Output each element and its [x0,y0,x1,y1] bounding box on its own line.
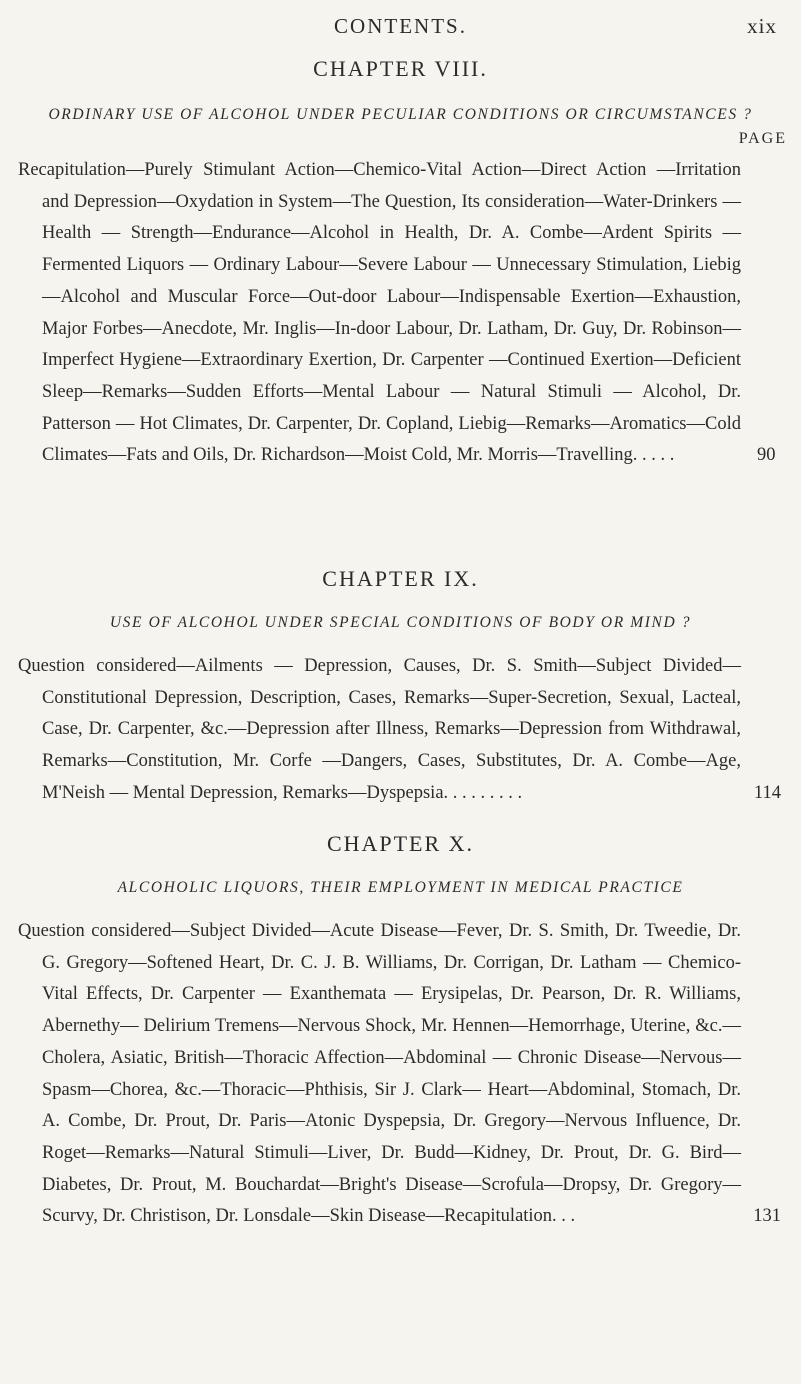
chapter-ix [0,565,801,810]
chapter-subtitle: ORDINARY USE OF ALCOHOL UNDER PECULIAR CONDITIONS OR CIRCUMSTANCES ? [48,106,753,123]
chapter-page-number: 90 [773,440,781,472]
chapter-title: CHAPTER IX. [322,566,479,591]
chapter-subtitle: USE OF ALCOHOL UNDER SPECIAL CONDITIONS OF BODY OR MIND ? [109,614,692,631]
running-head-title: CONTENTS. [334,14,467,38]
chapter-entry [18,155,781,472]
chapter-page-number: 114 [770,778,781,810]
chapter-x [0,830,801,1233]
running-head-page-number: xix [747,14,777,38]
chapter-viii [0,55,801,472]
running-head [0,0,801,48]
chapter-contents-text: Recapitulation—Purely Stimulant Action—Chemico-Vital Action—Direct Action —Irritation and Depression—Oxydation in System—The Question, Its consideration—Water-Drinkers — Health — Strength—Endurance—Alcohol in Health, Dr. A. Combe—Ardent Spirits — Fermented Liquors — Ordinary Labour—Severe Labour — Unnecessary Stimulation, Liebig—Alcohol and Muscular Force—Out-door Labour—Indispensable Exertion—Exhaustion, Major Forbes—Anecdote, Mr. Inglis—In-door Labour, Dr. Latham, Dr. Guy, Dr. Robinson—Imperfect Hygiene—Extraordinary Exertion, Dr. Carpenter —Continued Exertion—Deficient Sleep—Remarks—Sudden Efforts—Mental Labour — Natural Stimuli — Alcohol, Dr. Patterson — Hot Climates, Dr. Carpenter, Dr. Copland, Liebig—Remarks—Aromatics—Cold Climates—Fats and Oils, Dr. Richardson—Moist Cold, Mr. Morris—Travelling. . . . . [18,160,741,466]
chapter-contents-text: Question considered—Subject Divided—Acute Disease—Fever, Dr. S. Smith, Dr. Tweedie, Dr. G. Gregory—Softened Heart, Dr. C. J. B. Williams, Dr. Corrigan, Dr. Latham — Chemico-Vital Effects, Dr. Carpenter — Exanthemata — Erysipelas, Dr. Pearson, Dr. R. Williams, Abernethy— Delirium Tremens—Nervous Shock, Mr. Hennen—Hemorrhage, Uterine, &c.—Cholera, Asiatic, British—Thoracic Affection—Abdominal — Chronic Disease—Nervous—Spasm—Chorea, &c.—Thoracic—Phthisis, Sir J. Clark— Heart—Abdominal, Stomach, Dr. A. Combe, Dr. Prout, Dr. Paris—Atonic Dyspepsia, Dr. Gregory—Nervous Influence, Dr. Roget—Remarks—Natural Stimuli—Liver, Dr. Budd—Kidney, Dr. Prout, Dr. G. Bird—Diabetes, Dr. Prout, M. Bouchardat—Bright's Disease—Scrofula—Dropsy, Dr. Gregory— Scurvy, Dr. Christison, Dr. Lonsdale—Skin Disease—Recapitulation. . . [18,921,741,1227]
chapter-subtitle: ALCOHOLIC LIQUORS, THEIR EMPLOYMENT IN MEDICAL PRACTICE [117,879,684,896]
chapter-title: CHAPTER X. [326,831,475,856]
chapter-page-number: 131 [769,1201,781,1233]
page-column-label: PAGE [738,130,787,147]
chapter-contents-text: Question considered—Ailments — Depression, Causes, Dr. S. Smith—Subject Divided—Constitutional Depression, Description, Cases, Remarks—Super-Secretion, Sexual, Lacteal, Case, Dr. Carpenter, &c.—Depression after Illness, Remarks—Depression from Withdrawal, Remarks—Constitution, Mr. Corfe —Dangers, Cases, Substitutes, Dr. A. Combe—Age, M'Neish — Mental Depression, Remarks—Dyspepsia. . . . . . . . . [18,656,741,803]
chapter-entry [18,916,781,1233]
chapter-title: CHAPTER VIII. [313,56,488,81]
chapter-entry [18,651,781,810]
